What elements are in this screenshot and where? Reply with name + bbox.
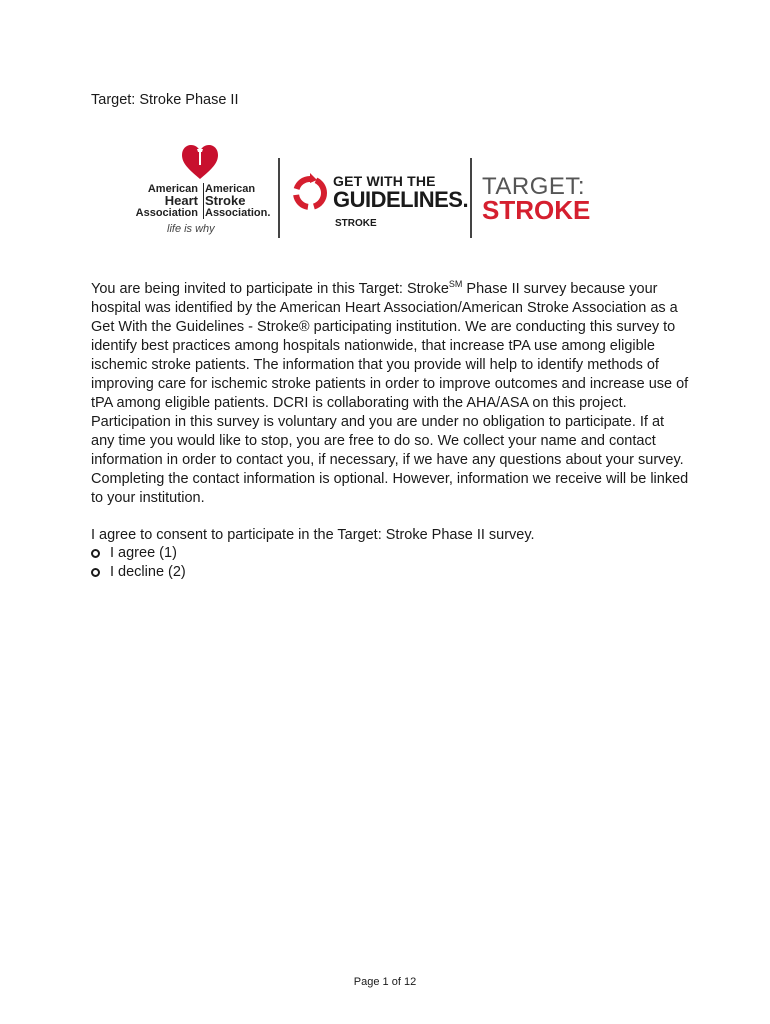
aha-name-line2: Heart (164, 193, 198, 208)
option-decline[interactable] (91, 564, 186, 580)
radio-circle-icon[interactable] (91, 568, 100, 577)
asa-name-line2: Stroke (205, 193, 246, 208)
gwtg-line2: GUIDELINES. (333, 187, 469, 212)
target-word: TARGET: (482, 173, 586, 200)
page-number: Page 1 of 12 (353, 976, 417, 988)
option-label: I agree (1) (110, 545, 177, 561)
logo-divider (470, 158, 472, 238)
gwtg-logo (290, 171, 469, 241)
document-title: Target: Stroke Phase II (91, 92, 239, 108)
stroke-word: STROKE (482, 195, 591, 225)
asa-name-line1: American (205, 183, 256, 195)
gwtg-line1: GET WITH THE (333, 173, 436, 189)
aha-name-line3: Association (135, 207, 198, 219)
aha-asa-logo (130, 143, 270, 243)
aha-tagline: life is why (167, 223, 215, 235)
asa-name-line3: Association. (205, 207, 271, 219)
aha-name-line1: American (147, 183, 198, 195)
option-label: I decline (2) (110, 564, 186, 580)
asa-name (205, 183, 275, 219)
logo-divider (278, 158, 280, 238)
heart-torch-icon (180, 143, 220, 181)
aha-name (134, 183, 204, 219)
gwtg-circle-arrows-icon (290, 171, 330, 211)
logo-banner (130, 143, 630, 243)
intro-text-part1: You are being invited to participate in this Target: Stroke (91, 281, 449, 297)
intro-paragraph (91, 280, 691, 508)
gwtg-line3: STROKE (335, 218, 377, 229)
consent-question: I agree to consent to participate in the Target: Stroke Phase II survey. (91, 527, 535, 543)
service-mark: SM (448, 279, 463, 290)
radio-circle-icon[interactable] (91, 549, 100, 558)
intro-text-part2: Phase II survey because your hospital was identified by the American Heart Association/American Stroke Association as a Get With the Guidelines - Stroke® participating institution. We are conducting this survey to identify best practices among hospitals nationwide, that increase tPA use among eligible ischemic stroke patients. The information that you provide will help to identify methods of improving care for ischemic stroke patients in order to improve outcomes and increase use of tPA among eligible patients. DCRI is collaborating with the AHA/ASA on this project. Participation in this survey is voluntary and you are under no obligation to participate. If at any time you would like to stop, you are free to do so. We collect your name and contact information in order to contact you, if necessary, if we have any questions about your survey. Completing the contact information is optional. However, information we receive will be linked to your institution. (91, 281, 689, 506)
target-stroke-logo (482, 173, 632, 233)
option-agree[interactable] (91, 545, 177, 561)
